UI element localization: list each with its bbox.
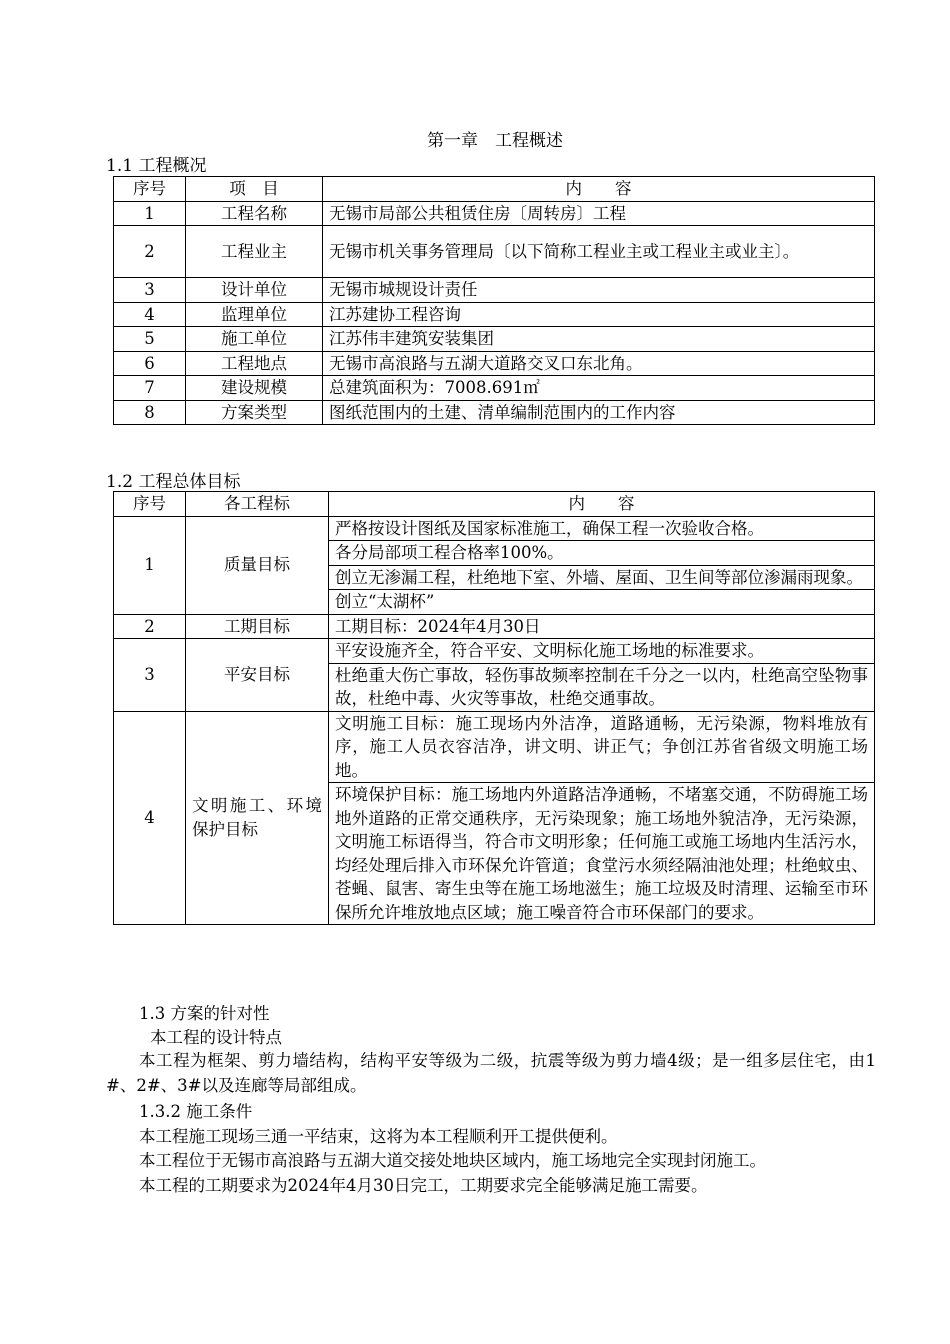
section-heading-1-3: 1.3 方案的针对性 — [139, 1004, 270, 1023]
table-row — [114, 400, 875, 425]
row-item: 施工单位 — [186, 327, 323, 352]
row-no: 5 — [114, 327, 186, 352]
row-no: 8 — [114, 400, 186, 425]
row-no: 7 — [114, 376, 186, 401]
row-content: 创立“太湖杯” — [329, 590, 875, 615]
row-no: 4 — [114, 711, 186, 925]
row-content: 环境保护目标：施工场地内外道路洁净通畅，不堵塞交通，不防碍施工场地外道路的正常交通秩序，无污染现象；施工场地外貌洁净，无污染源，文明施工标语得当，符合市文明形象；任何施工或施工场地内生活污水，均经处理后排入市环保允许管道；食堂污水须经隔油池处理；杜绝蚊虫、苍蝇、鼠害、寄生虫等在施工场地滋生；施工垃圾及时清理、运输至市环保所允许堆放地点区域；施工噪音符合市环保部门的要求。 — [329, 783, 875, 925]
row-content: 总建筑面积为：7008.691㎡ — [323, 376, 875, 401]
table-row — [114, 711, 875, 783]
table-row — [114, 226, 875, 278]
row-content: 江苏伟丰建筑安装集团 — [323, 327, 875, 352]
section-heading-1-2: 1.2 工程总体目标 — [106, 472, 241, 492]
header-no: 序号 — [114, 177, 186, 202]
row-item: 文明施工、环境保护目标 — [186, 711, 329, 925]
row-no: 3 — [114, 278, 186, 303]
row-item: 工程名称 — [186, 201, 323, 226]
project-overview-table — [113, 176, 875, 425]
row-no: 2 — [114, 226, 186, 278]
table-header-row — [114, 492, 875, 517]
chapter-title: 第一章 工程概述 — [427, 131, 563, 151]
table-row — [114, 351, 875, 376]
row-item: 工程业主 — [186, 226, 323, 278]
row-no: 4 — [114, 302, 186, 327]
overall-goals-table — [113, 491, 875, 925]
row-no: 1 — [114, 201, 186, 226]
table-row — [114, 278, 875, 303]
table-row — [114, 302, 875, 327]
row-content: 图纸范围内的土建、清单编制范围内的工作内容 — [323, 400, 875, 425]
row-no: 6 — [114, 351, 186, 376]
row-item: 建设规模 — [186, 376, 323, 401]
row-item: 工程地点 — [186, 351, 323, 376]
row-no: 1 — [114, 516, 186, 614]
row-content: 无锡市局部公共租赁住房〔周转房〕工程 — [323, 201, 875, 226]
subsection-construction-conditions: 1.3.2 施工条件 — [139, 1102, 253, 1121]
row-item: 工期目标 — [186, 614, 329, 639]
design-features-paragraph: 本工程为框架、剪力墙结构，结构平安等级为二级，抗震等级为剪力墙4级；是一组多层住宅，由1#、2#、3#以及连廊等局部组成。 — [106, 1051, 876, 1095]
header-no: 序号 — [114, 492, 186, 517]
table-row — [114, 327, 875, 352]
row-content: 杜绝重大伤亡事故，轻伤事故频率控制在千分之一以内，杜绝高空坠物事故，杜绝中毒、火灾等事故，杜绝交通事故。 — [329, 663, 875, 711]
row-content: 严格按设计图纸及国家标准施工，确保工程一次验收合格。 — [329, 516, 875, 541]
row-item: 监理单位 — [186, 302, 323, 327]
row-content: 无锡市机关事务管理局〔以下简称工程业主或工程业主或业主〕。 — [323, 226, 875, 278]
header-item: 各工程标 — [186, 492, 329, 517]
row-content: 工期目标：2024年4月30日 — [329, 614, 875, 639]
table-row — [114, 614, 875, 639]
row-content: 文明施工目标：施工现场内外洁净，道路通畅，无污染源，物料堆放有序，施工人员衣容洁净，讲文明、讲正气；争创江苏省省级文明施工场地。 — [329, 711, 875, 783]
subsection-design-features: 本工程的设计特点 — [150, 1028, 282, 1047]
conditions-paragraph-1: 本工程施工现场三通一平结束，这将为本工程顺利开工提供便利。 — [139, 1127, 618, 1146]
table-header-row — [114, 177, 875, 202]
row-item: 设计单位 — [186, 278, 323, 303]
row-content: 创立无渗漏工程，杜绝地下室、外墙、屋面、卫生间等部位渗漏雨现象。 — [329, 565, 875, 590]
table-row — [114, 639, 875, 664]
row-item: 平安目标 — [186, 639, 329, 712]
row-content: 无锡市高浪路与五湖大道路交叉口东北角。 — [323, 351, 875, 376]
row-content: 江苏建协工程咨询 — [323, 302, 875, 327]
conditions-paragraph-3: 本工程的工期要求为2024年4月30日完工，工期要求完全能够满足施工需要。 — [139, 1176, 708, 1195]
table-row — [114, 516, 875, 541]
row-no: 3 — [114, 639, 186, 712]
header-content: 内 容 — [329, 492, 875, 517]
row-no: 2 — [114, 614, 186, 639]
row-item: 方案类型 — [186, 400, 323, 425]
row-item: 质量目标 — [186, 516, 329, 614]
conditions-paragraph-2: 本工程位于无锡市高浪路与五湖大道交接处地块区域内，施工场地完全实现封闭施工。 — [139, 1151, 766, 1170]
header-item: 项 目 — [186, 177, 323, 202]
section-heading-1-1: 1.1 工程概况 — [106, 156, 207, 176]
row-content: 各分局部项工程合格率100%。 — [329, 541, 875, 566]
row-content: 无锡市城规设计责任 — [323, 278, 875, 303]
table-row — [114, 376, 875, 401]
header-content: 内 容 — [323, 177, 875, 202]
row-content: 平安设施齐全，符合平安、文明标化施工场地的标准要求。 — [329, 639, 875, 664]
table-row — [114, 201, 875, 226]
